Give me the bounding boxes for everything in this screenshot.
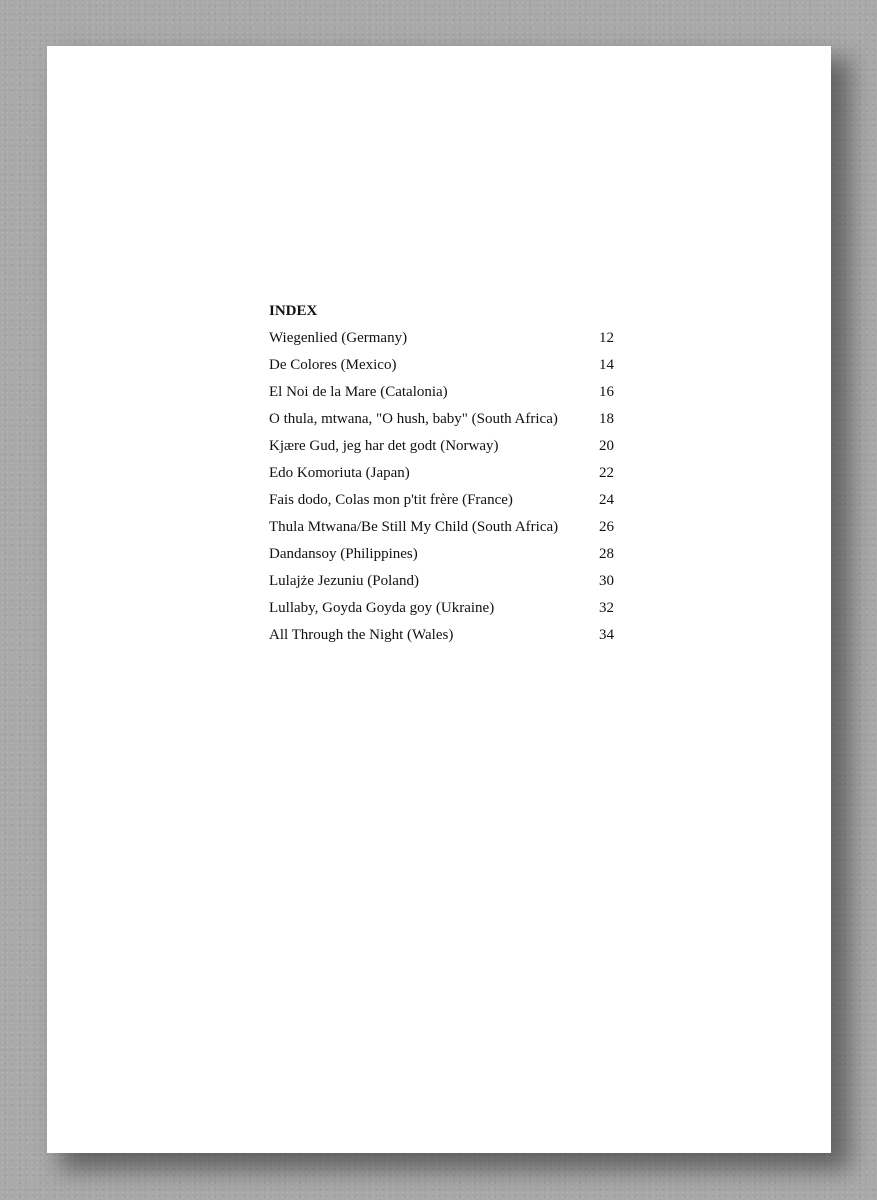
index-row xyxy=(269,624,614,651)
index-entry-title: Thula Mtwana/Be Still My Child (South Africa) xyxy=(269,519,559,535)
index-entry-page: 24 xyxy=(599,492,614,508)
index-row xyxy=(269,435,614,462)
index-entry-page: 32 xyxy=(599,600,614,616)
index-row xyxy=(269,543,614,570)
index-row xyxy=(269,354,614,381)
index-row xyxy=(269,408,614,435)
index-entry-title: Wiegenlied (Germany) xyxy=(269,330,408,346)
index-entry-page: 12 xyxy=(599,330,614,346)
index-entry-page: 22 xyxy=(599,465,614,481)
index-entry-page: 16 xyxy=(599,384,614,400)
index-entry-title: Fais dodo, Colas mon p'tit frère (France) xyxy=(269,492,513,508)
index-entry-title: Lullaby, Goyda Goyda goy (Ukraine) xyxy=(269,600,495,616)
index-section xyxy=(269,300,614,651)
index-row xyxy=(269,381,614,408)
index-heading: INDEX xyxy=(269,303,318,319)
index-entry-page: 26 xyxy=(599,519,614,535)
index-row xyxy=(269,327,614,354)
index-entry-title: Kjære Gud, jeg har det godt (Norway) xyxy=(269,438,499,454)
index-entry-page: 34 xyxy=(599,627,614,643)
index-entry-title: Edo Komoriuta (Japan) xyxy=(269,465,410,481)
index-entry-page: 14 xyxy=(599,357,614,373)
index-entry-title: All Through the Night (Wales) xyxy=(269,627,454,643)
index-entry-page: 30 xyxy=(599,573,614,589)
document-page xyxy=(47,46,831,1153)
index-row xyxy=(269,570,614,597)
index-entry-title: O thula, mtwana, "O hush, baby" (South Africa) xyxy=(269,411,558,427)
index-row xyxy=(269,516,614,543)
index-entry-title: Lulajże Jezuniu (Poland) xyxy=(269,573,419,589)
index-row xyxy=(269,462,614,489)
index-entry-title: Dandansoy (Philippines) xyxy=(269,546,418,562)
index-entry-title: El Noi de la Mare (Catalonia) xyxy=(269,384,448,400)
index-entry-page: 18 xyxy=(599,411,614,427)
index-row xyxy=(269,489,614,516)
index-entry-title: De Colores (Mexico) xyxy=(269,357,397,373)
index-entry-page: 20 xyxy=(599,438,614,454)
index-entry-page: 28 xyxy=(599,546,614,562)
index-row xyxy=(269,597,614,624)
index-list xyxy=(269,327,614,651)
